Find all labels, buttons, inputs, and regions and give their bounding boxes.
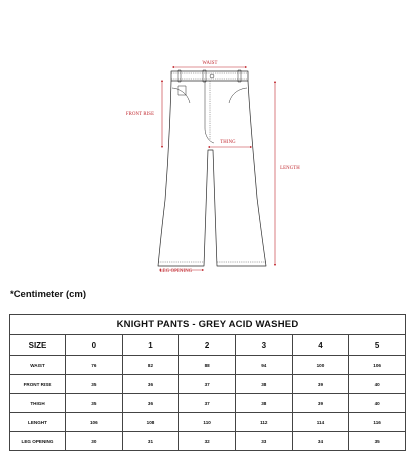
front-rise-label: FRONT RISE	[125, 112, 155, 117]
table-cell: 37	[179, 394, 236, 413]
pants-outline-icon	[158, 70, 266, 266]
table-cell: 100	[292, 356, 349, 375]
row-label: THIGH	[10, 394, 66, 413]
size-header-cell: 3	[235, 335, 292, 356]
table-cell: 36	[122, 394, 179, 413]
size-chart-table	[9, 314, 406, 451]
table-cell: 40	[349, 394, 406, 413]
table-cell: 35	[349, 432, 406, 451]
table-cell: 112	[235, 413, 292, 432]
table-cell: 76	[66, 356, 123, 375]
table-cell: 108	[122, 413, 179, 432]
table-cell: 35	[66, 394, 123, 413]
table-cell: 30	[66, 432, 123, 451]
size-header-cell: 1	[122, 335, 179, 356]
table-header-row	[10, 335, 406, 356]
table-cell: 106	[349, 356, 406, 375]
table-cell: 94	[235, 356, 292, 375]
table-title-row	[10, 315, 406, 335]
table-cell: 106	[66, 413, 123, 432]
table-cell: 110	[179, 413, 236, 432]
length-label: LENGTH	[280, 166, 300, 171]
row-label: LENGHT	[10, 413, 66, 432]
table-row	[10, 356, 406, 375]
row-label: LEG OPENING	[10, 432, 66, 451]
size-header-cell: 4	[292, 335, 349, 356]
unit-note: *Centimeter (cm)	[10, 289, 87, 300]
thigh-label: THING	[220, 140, 236, 145]
size-header-label: SIZE	[10, 335, 66, 356]
table-cell: 39	[292, 394, 349, 413]
size-header-cell: 0	[66, 335, 123, 356]
table-cell: 114	[292, 413, 349, 432]
table-row	[10, 413, 406, 432]
table-cell: 38	[235, 375, 292, 394]
table-cell: 31	[122, 432, 179, 451]
table-row	[10, 394, 406, 413]
size-header-cell: 5	[349, 335, 406, 356]
table-row	[10, 432, 406, 451]
table-cell: 116	[349, 413, 406, 432]
table-cell: 36	[122, 375, 179, 394]
table-title: KNIGHT PANTS - GREY ACID WASHED	[10, 315, 406, 335]
table-cell: 40	[349, 375, 406, 394]
table-cell: 34	[292, 432, 349, 451]
row-label: WAIST	[10, 356, 66, 375]
table-cell: 32	[179, 432, 236, 451]
table-cell: 39	[292, 375, 349, 394]
table-cell: 33	[235, 432, 292, 451]
waist-label: WAIST	[202, 61, 218, 66]
row-label: FRONT RISE	[10, 375, 66, 394]
table-cell: 35	[66, 375, 123, 394]
table-cell: 82	[122, 356, 179, 375]
table-row	[10, 375, 406, 394]
table-cell: 38	[235, 394, 292, 413]
leg-opening-label: LEG OPENING	[159, 269, 193, 274]
size-header-cell: 2	[179, 335, 236, 356]
table-cell: 88	[179, 356, 236, 375]
table-cell: 37	[179, 375, 236, 394]
